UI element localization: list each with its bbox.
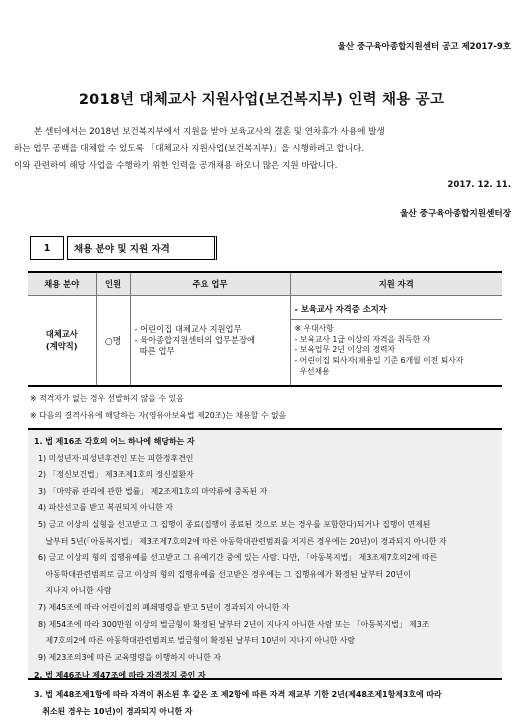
list-item: 5) 금고 이상의 실형을 선고받고 그 집행이 종료(집행이 종료된 것으로 보는 경우를 포함한다)되거나 집행이 면제된 (34, 517, 498, 534)
qualification-note: ※ 우대사항 (295, 324, 499, 335)
header-field: 채용 분야 (28, 272, 96, 296)
duty-item: - 육아종합지원센터의 업무분장에 (135, 335, 289, 346)
qualification-note: - 어린이집 퇴사자(채용일 기준 6개월 이전 퇴사자 (295, 356, 499, 367)
recruitment-table (28, 271, 502, 387)
list-item: 2) 「정신보건법」 제3조제1호의 정신질환자 (34, 467, 498, 484)
list-item: 4) 파산선고를 받고 복권되지 아니한 자 (34, 500, 498, 517)
disqualification-heading: 취소된 경우는 10년)이 경과되지 아니한 자 (34, 704, 498, 720)
section-title: 채용 분야 및 지원 자격 (67, 236, 217, 260)
list-item: 지나지 아니한 사람 (34, 583, 498, 600)
table-header-row (28, 272, 502, 296)
list-item: 3) 「마약류 관리에 관한 법률」 제2조제1호의 마약류에 중독된 자 (34, 484, 498, 501)
qualifications-cell (290, 296, 502, 386)
list-item: 제7호의2에 따른 아동학대관련범죄로 벌금형이 확정된 날부터 10년이 지나지 아니한 사람 (34, 633, 498, 650)
notice-date: 2017. 12. 11. (447, 180, 511, 190)
disqualification-heading: 3. 법 제48조제1항에 따라 자격이 취소된 후 같은 조 제2항에 따른 자격 재교부 기한 2년(제48조제1항제3호에 따라 (34, 687, 498, 704)
qualification-main: - 보육교사 자격증 소지자 (291, 299, 503, 320)
list-item: 9) 제23조의3에 따른 교육명령을 이행하지 아니한 자 (34, 650, 498, 667)
list-item: 아동학대관련범죄로 금고 이상의 형의 집행유예를 선고받은 경우에는 그 집행유예가 확정된 날부터 20년이 (34, 567, 498, 584)
table-row (28, 296, 502, 386)
page-title: 2018년 대체교사 지원사업(보건복지부) 인력 채용 공고 (0, 88, 523, 109)
qualification-note: 우선채용 (295, 367, 499, 378)
header-count: 인원 (96, 272, 130, 296)
intro-line: 하는 업무 공백을 대체할 수 있도록 「대체교사 지원사업(보건복지부)」을 시행하려고 합니다. (14, 141, 510, 158)
remark-line: ※ 적격자가 없는 경우 선발하지 않을 수 있음 (30, 390, 286, 407)
notice-number: 울산 중구육아종합지원센터 공고 제2017-9호 (338, 40, 511, 52)
field-type: (계약직) (29, 340, 95, 352)
qualification-note: - 보육업무 2년 이상의 경력자 (295, 345, 499, 356)
remarks (30, 390, 286, 424)
count-cell: ○명 (96, 296, 130, 386)
list-item: 7) 제45조에 따라 어린이집의 폐쇄명령을 받고 5년이 경과되지 아니한 자 (34, 600, 498, 617)
section-header (30, 236, 217, 258)
qualification-notes (291, 320, 503, 382)
intro-line: 본 센터에서는 2018년 보건복지부에서 지원을 받아 보육교사의 결혼 및 연차휴가 사용에 발생 (14, 124, 510, 141)
intro-line: 이와 관련하여 해당 사업을 수행하기 위한 인력을 공개채용 하오니 많은 지원 바랍니다. (14, 158, 510, 175)
list-item: 1) 미성년자·피성년후견인 또는 피한정후견인 (34, 451, 498, 468)
field-cell (28, 296, 96, 386)
qualification-note: - 보육교사 1급 이상의 자격을 취득한 자 (295, 335, 499, 346)
list-item: 6) 금고 이상의 형의 집행유예를 선고받고 그 유예기간 중에 있는 사람. 다만, 「아동복지법」 제3조제7호의2에 따른 (34, 550, 498, 567)
header-qualifications: 지원 자격 (290, 272, 502, 296)
organization-name: 울산 중구육아종합지원센터장 (400, 207, 511, 219)
list-item: 8) 제54조에 따라 300만원 이상의 벌금형이 확정된 날부터 2년이 지나지 아니한 사람 또는 「아동복지법」 제3조 (34, 617, 498, 634)
header-duties: 주요 업무 (130, 272, 290, 296)
duties-cell (130, 296, 290, 386)
remark-line: ※ 다음의 결격사유에 해당하는 자(영유아보육법 제20조)는 채용할 수 없음 (30, 407, 286, 424)
list-item: 날부터 5년(「아동복지법」 제3조제7호의2에 따른 아동학대관련범죄를 저지른 경우에는 20년)이 경과되지 아니한 자 (34, 534, 498, 551)
intro-paragraph (14, 124, 510, 175)
section-number: 1 (30, 236, 64, 260)
disqualification-box (28, 428, 502, 680)
disqualification-heading: 2. 법 제46조나 제47조에 따라 자격정지 중인 자 (34, 668, 498, 685)
duty-item: 따른 업무 (135, 346, 289, 357)
duty-item: - 어린이집 대체교사 지원업무 (135, 324, 289, 335)
field-name: 대체교사 (29, 328, 95, 340)
disqualification-heading: 1. 법 제16조 각호의 어느 하나에 해당하는 자 (34, 434, 498, 451)
